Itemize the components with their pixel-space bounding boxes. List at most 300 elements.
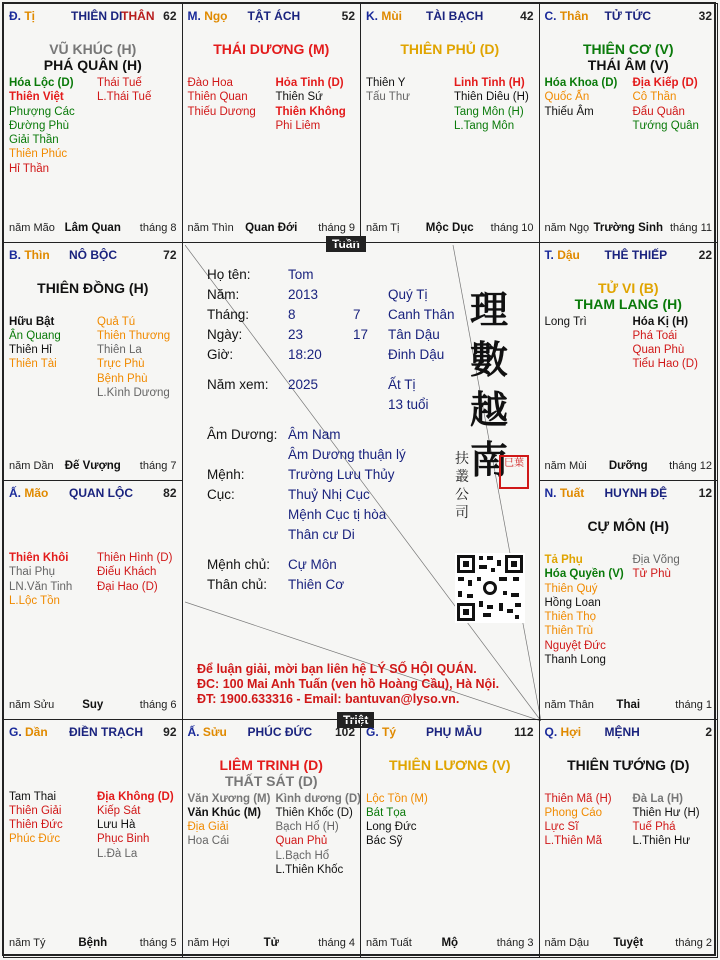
- minor-star[interactable]: Địa Võng: [632, 554, 680, 566]
- palace-name: THIÊN DI: [71, 9, 123, 23]
- minor-star[interactable]: Thiên Trù: [544, 625, 594, 638]
- palace-stage: Tuyệt: [613, 937, 644, 949]
- minor-star[interactable]: Long Trì: [544, 315, 587, 328]
- palace-header: [188, 725, 356, 741]
- menh-label: Mệnh:: [207, 467, 245, 482]
- palace-year: năm Thân: [544, 698, 594, 711]
- palace-footer: [366, 937, 534, 951]
- minor-star[interactable]: Trực Phù: [97, 358, 145, 371]
- palace-ti[interactable]: [3, 3, 183, 243]
- palace-footer: [9, 222, 177, 236]
- year-value: 2013: [288, 287, 319, 302]
- minor-star[interactable]: Văn Khúc (M): [187, 806, 261, 819]
- minor-star[interactable]: Đào Hoa: [187, 77, 233, 89]
- palace-year: năm Hợi: [187, 937, 230, 949]
- palace-month: tháng 3: [496, 937, 534, 949]
- minor-star[interactable]: Thiên Mã (H): [544, 792, 612, 805]
- minor-stars-left: [188, 76, 256, 119]
- palace-year: năm Sửu: [9, 698, 55, 711]
- contact-block: [197, 662, 499, 707]
- palace-stem: K.: [366, 9, 378, 23]
- minor-star[interactable]: Hồng Loan: [544, 596, 601, 609]
- minor-star[interactable]: L.Thái Tuế: [97, 91, 152, 104]
- palace-stem: B.: [9, 247, 21, 262]
- info-row-hour: [207, 347, 507, 365]
- minor-star[interactable]: Tả Phụ: [544, 554, 583, 566]
- contact-phone-email[interactable]: ĐT: 1900.633316 - Email: bantuvan@lyso.vn.: [197, 692, 460, 706]
- main-star[interactable]: THẤT SÁT (D): [224, 772, 318, 789]
- menhchu-value: Cự Môn: [288, 557, 337, 572]
- minor-star[interactable]: Thiên Phúc: [9, 148, 68, 161]
- palace-branch: Sửu: [202, 724, 227, 739]
- palace-age: 62: [163, 9, 177, 23]
- cuc-value: Thuỷ Nhị Cục: [288, 487, 370, 502]
- year-can: Quý Tị: [388, 287, 428, 302]
- palace-name: NÔ BỘC: [69, 247, 117, 262]
- palace-month: tháng 8: [139, 221, 177, 234]
- palace-stem: Đ.: [9, 9, 21, 23]
- palace-header: [545, 725, 713, 741]
- palace-name: TẬT ÁCH: [247, 9, 301, 23]
- palace-position: [366, 9, 402, 23]
- palace-month: tháng 10: [490, 221, 534, 234]
- minor-stars-right: [97, 315, 170, 401]
- palace-suu[interactable]: [182, 719, 362, 959]
- qr-code[interactable]: [455, 553, 525, 623]
- minor-star[interactable]: Đại Hao (D): [97, 580, 158, 593]
- palace-header: [9, 248, 177, 264]
- palace-header: [545, 9, 713, 25]
- minor-stars-left: [545, 76, 618, 119]
- palace-name: HUYNH ĐỆ: [604, 486, 668, 500]
- palace-year: năm Dậu: [544, 937, 590, 949]
- minor-star[interactable]: L.Tang Môn: [454, 119, 515, 132]
- day-label: Ngày:: [207, 327, 243, 342]
- age: 13 tuổi: [388, 397, 429, 412]
- minor-star[interactable]: Thanh Long: [544, 654, 606, 667]
- minor-star[interactable]: Hóa Quyền (V): [544, 568, 624, 581]
- palace-stage: Lâm Quan: [64, 221, 121, 234]
- minor-star[interactable]: L.Kình Dương: [97, 386, 170, 399]
- palace-age: 102: [334, 724, 355, 739]
- info-row-month: [207, 307, 507, 325]
- palace-stage: Thai: [616, 698, 641, 711]
- main-star[interactable]: THIÊN PHỦ (D): [400, 41, 500, 57]
- minor-star[interactable]: Giải Thần: [9, 134, 59, 147]
- palace-position: [366, 725, 396, 739]
- palace-stage: Dưỡng: [608, 460, 648, 472]
- minor-star[interactable]: Đẩu Quân: [632, 105, 685, 118]
- palace-stem: T.: [544, 247, 554, 262]
- palace-month: tháng 12: [669, 460, 712, 472]
- minor-star[interactable]: Thiên Sứ: [275, 91, 323, 104]
- palace-ty[interactable]: [360, 719, 540, 959]
- palace-age: 42: [520, 9, 534, 23]
- day-lunar: 17: [353, 327, 369, 342]
- palace-hoi[interactable]: [539, 719, 719, 959]
- palace-branch: Mùi: [381, 9, 403, 23]
- minor-star[interactable]: Đường Phù: [9, 119, 69, 132]
- amduong-label: Âm Dương:: [207, 427, 278, 442]
- palace-dan[interactable]: [3, 719, 183, 959]
- minor-star[interactable]: Phi Liêm: [275, 119, 321, 132]
- palace-position: [545, 9, 589, 23]
- minor-stars-right: [454, 76, 529, 133]
- palace-branch: Thân: [559, 9, 589, 23]
- palace-stage: Đế Vượng: [64, 460, 121, 472]
- main-star[interactable]: THIÊN TƯỚNG (D): [567, 756, 690, 773]
- minor-star[interactable]: Lực Sĩ: [544, 821, 579, 834]
- palace-footer: [9, 460, 177, 474]
- minor-star[interactable]: Thiên Quan: [187, 91, 248, 104]
- palace-stem: Ấ.: [9, 486, 21, 500]
- minor-star[interactable]: Tang Môn (H): [454, 105, 524, 118]
- logo-char: 數: [470, 337, 509, 382]
- minor-star[interactable]: Thiên Hư (H): [632, 806, 700, 819]
- minor-stars-right: [633, 792, 700, 849]
- minor-star[interactable]: Cô Thần: [632, 91, 677, 104]
- minor-star[interactable]: Bác Sỹ: [366, 835, 403, 848]
- minor-star[interactable]: Tiểu Hao (D): [632, 358, 698, 371]
- palace-branch: Tuất: [559, 486, 585, 500]
- minor-star[interactable]: Thiên Tài: [9, 358, 57, 371]
- palace-footer: [545, 699, 713, 713]
- cuc-note: Mệnh Cục tị hòa: [288, 507, 387, 522]
- minor-star[interactable]: Quan Phủ: [275, 835, 328, 848]
- minor-star[interactable]: Tướng Quân: [632, 119, 699, 132]
- palace-position: [9, 248, 50, 262]
- sub-char: 扶: [455, 451, 469, 467]
- thanchu-label: Thân chủ:: [207, 577, 268, 592]
- palace-stage: Suy: [82, 698, 104, 711]
- menh-value: Trường Lưu Thủy: [288, 467, 395, 482]
- palace-position: [545, 725, 582, 739]
- palace-stem: C.: [544, 9, 557, 23]
- minor-star[interactable]: Phúc Đức: [9, 833, 61, 846]
- palace-name: TỬ TỨC: [604, 9, 652, 23]
- palace-stem: N.: [544, 486, 557, 500]
- main-star[interactable]: THIÊN CƠ (V): [583, 41, 674, 57]
- palace-position: [545, 248, 580, 262]
- minor-star[interactable]: Thiên Đức: [9, 819, 63, 832]
- main-star[interactable]: PHÁ QUÂN (H): [43, 57, 142, 73]
- minor-star[interactable]: Linh Tinh (H): [454, 77, 525, 89]
- than-cu: Thân cư Di: [288, 527, 355, 542]
- center-panel: [185, 245, 541, 721]
- main-star[interactable]: THÁI ÂM (V): [587, 57, 669, 73]
- palace-stage: Mộ: [441, 937, 459, 949]
- palace-age: 92: [163, 724, 177, 739]
- palace-month: tháng 5: [139, 937, 177, 949]
- month-label: Tháng:: [207, 307, 250, 322]
- minor-star[interactable]: Thiên Y: [366, 77, 406, 89]
- minor-star[interactable]: Thai Phụ: [9, 566, 56, 579]
- palace-position: [9, 9, 35, 23]
- palace-name: PHỤ MẪU: [426, 724, 482, 739]
- view-can: Ất Tị: [388, 377, 416, 392]
- triet-marker: Triệt: [337, 712, 374, 728]
- minor-star[interactable]: Phá Toái: [632, 329, 678, 342]
- sub-char: 公: [455, 487, 469, 503]
- minor-star[interactable]: Tuế Phá: [632, 821, 676, 834]
- palace-branch: Dậu: [557, 247, 580, 262]
- minor-star[interactable]: L.Lộc Tồn: [9, 594, 60, 607]
- palace-name: QUAN LỘC: [69, 486, 133, 500]
- minor-star[interactable]: Tam Thai: [9, 790, 57, 803]
- menhchu-label: Mệnh chủ:: [207, 557, 271, 572]
- minor-star[interactable]: Thiên Hình (D): [97, 552, 173, 564]
- palace-than[interactable]: [539, 3, 719, 243]
- minor-star[interactable]: Thiên Việt: [9, 91, 64, 104]
- palace-age: 112: [514, 724, 534, 739]
- red-seal: 巳葉: [499, 455, 529, 489]
- palace-position: [545, 486, 585, 500]
- minor-star[interactable]: LN.Văn Tinh: [9, 580, 73, 593]
- palace-header: [545, 248, 713, 264]
- minor-star[interactable]: L.Thiên Mã: [544, 835, 603, 848]
- year-label: Năm:: [207, 287, 240, 302]
- palace-mao[interactable]: [3, 480, 183, 720]
- than-marker: THÂN: [121, 9, 155, 23]
- minor-star[interactable]: Quan Phù: [632, 344, 685, 357]
- calligraphy-sub: [455, 450, 469, 522]
- palace-header: [9, 9, 177, 25]
- palace-position: [9, 725, 48, 739]
- palace-footer: [9, 699, 177, 713]
- palace-mui[interactable]: [360, 3, 540, 243]
- sub-char: 司: [455, 505, 469, 521]
- minor-star[interactable]: Quốc Ấn: [544, 91, 590, 104]
- minor-star[interactable]: Phục Binh: [97, 833, 150, 846]
- main-star[interactable]: LIÊM TRINH (D): [219, 756, 323, 773]
- info-row-amduong: [207, 427, 507, 445]
- minor-star[interactable]: Thiên Giải: [9, 804, 62, 817]
- palace-month: tháng 2: [675, 937, 712, 949]
- minor-star[interactable]: Bạch Hổ (H): [275, 821, 339, 834]
- palace-stage: Trường Sinh: [593, 221, 664, 234]
- palace-name: TÀI BẠCH: [426, 9, 484, 23]
- palace-name: PHÚC ĐỨC: [247, 724, 313, 739]
- palace-branch: Hợi: [560, 724, 582, 739]
- palace-branch: Dần: [25, 724, 48, 739]
- palace-thin[interactable]: [3, 242, 183, 482]
- thanchu-value: Thiên Cơ: [288, 577, 345, 592]
- minor-star[interactable]: Hỏa Tinh (D): [275, 77, 344, 89]
- minor-star[interactable]: L.Đà La: [97, 847, 138, 860]
- palace-branch: Thìn: [24, 247, 50, 262]
- palace-stem: M.: [187, 9, 201, 23]
- amduong-note: Âm Dương thuận lý: [288, 447, 406, 462]
- minor-stars-right: [633, 76, 699, 133]
- main-star[interactable]: THIÊN ĐỒNG (H): [37, 279, 149, 296]
- palace-month: tháng 7: [139, 460, 177, 472]
- minor-stars-left: [9, 551, 72, 608]
- palace-tuat[interactable]: [539, 480, 719, 720]
- palace-branch: Tý: [382, 724, 397, 739]
- minor-star[interactable]: Thiên Thương: [97, 329, 171, 342]
- palace-age: 32: [698, 9, 712, 23]
- palace-position: [188, 9, 228, 23]
- minor-star[interactable]: Bát Tọa: [366, 806, 407, 819]
- name-value: Tom: [288, 267, 314, 282]
- palace-branch: Tị: [24, 9, 36, 23]
- minor-stars-right: [633, 553, 680, 582]
- palace-year: năm Ngọ: [544, 221, 590, 234]
- minor-star[interactable]: Phượng Các: [9, 105, 75, 118]
- palace-year: năm Mùi: [544, 460, 587, 472]
- minor-stars-left: [545, 792, 612, 849]
- cuc-label: Cục:: [207, 487, 235, 502]
- minor-star[interactable]: Thái Tuế: [97, 77, 142, 89]
- main-star[interactable]: TỬ VI (B): [597, 279, 659, 296]
- palace-month: tháng 6: [139, 698, 177, 711]
- palace-header: [9, 486, 177, 502]
- palace-stage: Bệnh: [78, 937, 108, 949]
- contact-address: ĐC: 100 Mai Anh Tuấn (ven hồ Hoàng Cầu), Hà Nội.: [197, 677, 500, 691]
- contact-line-1: Để luận giải, mời bạn liên hệ LÝ SỐ HỘI QUÁN.: [197, 662, 477, 676]
- minor-stars-left: [9, 76, 75, 176]
- minor-star[interactable]: Tấu Thư: [366, 91, 410, 104]
- minor-star[interactable]: Thiếu Dương: [187, 105, 256, 118]
- main-star[interactable]: THÁI DƯƠNG (M): [213, 41, 330, 57]
- main-star[interactable]: VŨ KHÚC (H): [49, 41, 137, 57]
- minor-star[interactable]: Hoa Cái: [187, 835, 230, 848]
- palace-footer: [545, 937, 713, 951]
- logo-char: 南: [470, 437, 509, 482]
- minor-star[interactable]: Tử Phù: [632, 568, 671, 581]
- minor-star[interactable]: Văn Xương (M): [187, 792, 271, 805]
- minor-star[interactable]: Thiên Khôi: [9, 552, 69, 564]
- palace-branch: Ngọ: [204, 9, 228, 23]
- horoscope-board: [2, 2, 716, 956]
- main-star[interactable]: THIÊN LƯƠNG (V): [388, 756, 511, 773]
- minor-star[interactable]: L.Bạch Hổ: [275, 849, 330, 862]
- palace-footer: [366, 222, 534, 236]
- palace-stem: Ấ.: [187, 724, 200, 739]
- tuan-marker: Tuần: [326, 236, 366, 252]
- palace-stem: G.: [366, 724, 379, 739]
- palace-header: [366, 725, 534, 741]
- sub-char: 叢: [455, 469, 469, 485]
- minor-star[interactable]: Đà La (H): [632, 792, 683, 805]
- palace-age: 12: [698, 486, 712, 500]
- palace-year: năm Tuất: [366, 937, 412, 949]
- palace-dau[interactable]: [539, 242, 719, 482]
- minor-stars-right: [276, 792, 361, 878]
- minor-star[interactable]: Thiên Không: [275, 105, 346, 118]
- palace-stage: Quan Đới: [245, 221, 298, 234]
- minor-star[interactable]: Lộc Tồn (M): [366, 792, 428, 805]
- palace-header: [9, 725, 177, 741]
- minor-star[interactable]: Thiên Thọ: [544, 611, 597, 624]
- palace-ngo[interactable]: [182, 3, 362, 243]
- minor-star[interactable]: L.Thiên Hư: [632, 835, 691, 848]
- minor-star[interactable]: Địa Kiếp (D): [632, 77, 698, 89]
- minor-stars-right: [97, 551, 172, 594]
- minor-star[interactable]: Hữu Bật: [9, 315, 55, 328]
- minor-stars-right: [97, 790, 174, 861]
- palace-month: tháng 1: [675, 698, 712, 711]
- minor-star[interactable]: Hóa Khoa (D): [544, 77, 618, 89]
- palace-name: THÊ THIẾP: [604, 247, 668, 262]
- minor-stars-right: [97, 76, 151, 105]
- palace-stage: Mộc Dục: [425, 221, 474, 234]
- minor-star[interactable]: Điếu Khách: [97, 566, 157, 579]
- palace-footer: [9, 937, 177, 951]
- palace-year: năm Tý: [9, 937, 46, 949]
- minor-star[interactable]: Lưu Hà: [97, 819, 136, 832]
- palace-footer: [188, 222, 356, 236]
- palace-name: ĐIỀN TRẠCH: [69, 724, 143, 739]
- hour-can: Đinh Dậu: [388, 347, 445, 362]
- minor-star[interactable]: Địa Giải: [187, 821, 229, 834]
- minor-star[interactable]: Bệnh Phù: [97, 372, 148, 385]
- day-can: Tân Dậu: [388, 327, 440, 342]
- minor-star[interactable]: Thiên Khốc (D): [275, 806, 353, 819]
- minor-star[interactable]: Hóa Lộc (D): [9, 77, 74, 89]
- main-star[interactable]: THAM LANG (H): [574, 295, 682, 312]
- minor-stars-left: [366, 792, 428, 849]
- palace-age: 2: [705, 724, 712, 739]
- minor-star[interactable]: Phong Cáo: [544, 806, 603, 819]
- minor-star[interactable]: Nguyệt Đức: [544, 639, 606, 652]
- palace-branch: Mão: [24, 486, 49, 500]
- info-row-year: [207, 287, 507, 305]
- palace-stem: G.: [9, 724, 22, 739]
- minor-star[interactable]: Hỉ Thần: [9, 162, 50, 175]
- minor-stars-right: [276, 76, 346, 133]
- minor-star[interactable]: L.Thiên Khốc: [275, 863, 344, 876]
- main-star[interactable]: CỰ MÔN (H): [587, 518, 670, 534]
- minor-stars-left: [545, 553, 624, 667]
- minor-star[interactable]: Ân Quang: [9, 329, 61, 342]
- palace-month: tháng 9: [318, 221, 355, 234]
- minor-stars-left: [9, 315, 61, 372]
- view-label: Năm xem:: [207, 377, 269, 392]
- minor-star[interactable]: Quả Tú: [97, 315, 136, 328]
- minor-star[interactable]: Kình dương (D): [275, 792, 361, 805]
- palace-position: [9, 486, 48, 500]
- minor-stars-left: [366, 76, 410, 105]
- palace-footer: [545, 222, 713, 236]
- palace-month: tháng 11: [669, 221, 712, 234]
- minor-star[interactable]: Thiên Quý: [544, 582, 598, 595]
- minor-stars-left: [188, 792, 271, 849]
- amduong-value: Âm Nam: [288, 427, 341, 442]
- info-row-view: [207, 377, 507, 395]
- logo-char: 越: [470, 387, 509, 432]
- minor-stars-right: [633, 315, 698, 372]
- month-solar: 8: [288, 307, 296, 322]
- month-lunar: 7: [353, 307, 361, 322]
- minor-star[interactable]: Kiếp Sát: [97, 804, 141, 817]
- palace-footer: [545, 460, 713, 474]
- palace-age: 52: [341, 9, 355, 23]
- minor-star[interactable]: Thiên Hỉ: [9, 344, 52, 357]
- minor-star[interactable]: Long Đức: [366, 821, 417, 834]
- info-row-name: [207, 267, 507, 285]
- minor-star[interactable]: Thiên Diêu (H): [454, 91, 529, 104]
- minor-star[interactable]: Địa Không (D): [97, 790, 174, 803]
- minor-star[interactable]: Hóa Kị (H): [632, 315, 689, 328]
- minor-star[interactable]: Thiếu Âm: [544, 105, 594, 118]
- palace-year: năm Mão: [9, 221, 55, 234]
- palace-age: 82: [163, 486, 177, 500]
- minor-star[interactable]: Thiên La: [97, 344, 142, 357]
- palace-name: MỆNH: [604, 724, 640, 739]
- palace-year: năm Dần: [9, 460, 54, 472]
- palace-position: [188, 725, 227, 739]
